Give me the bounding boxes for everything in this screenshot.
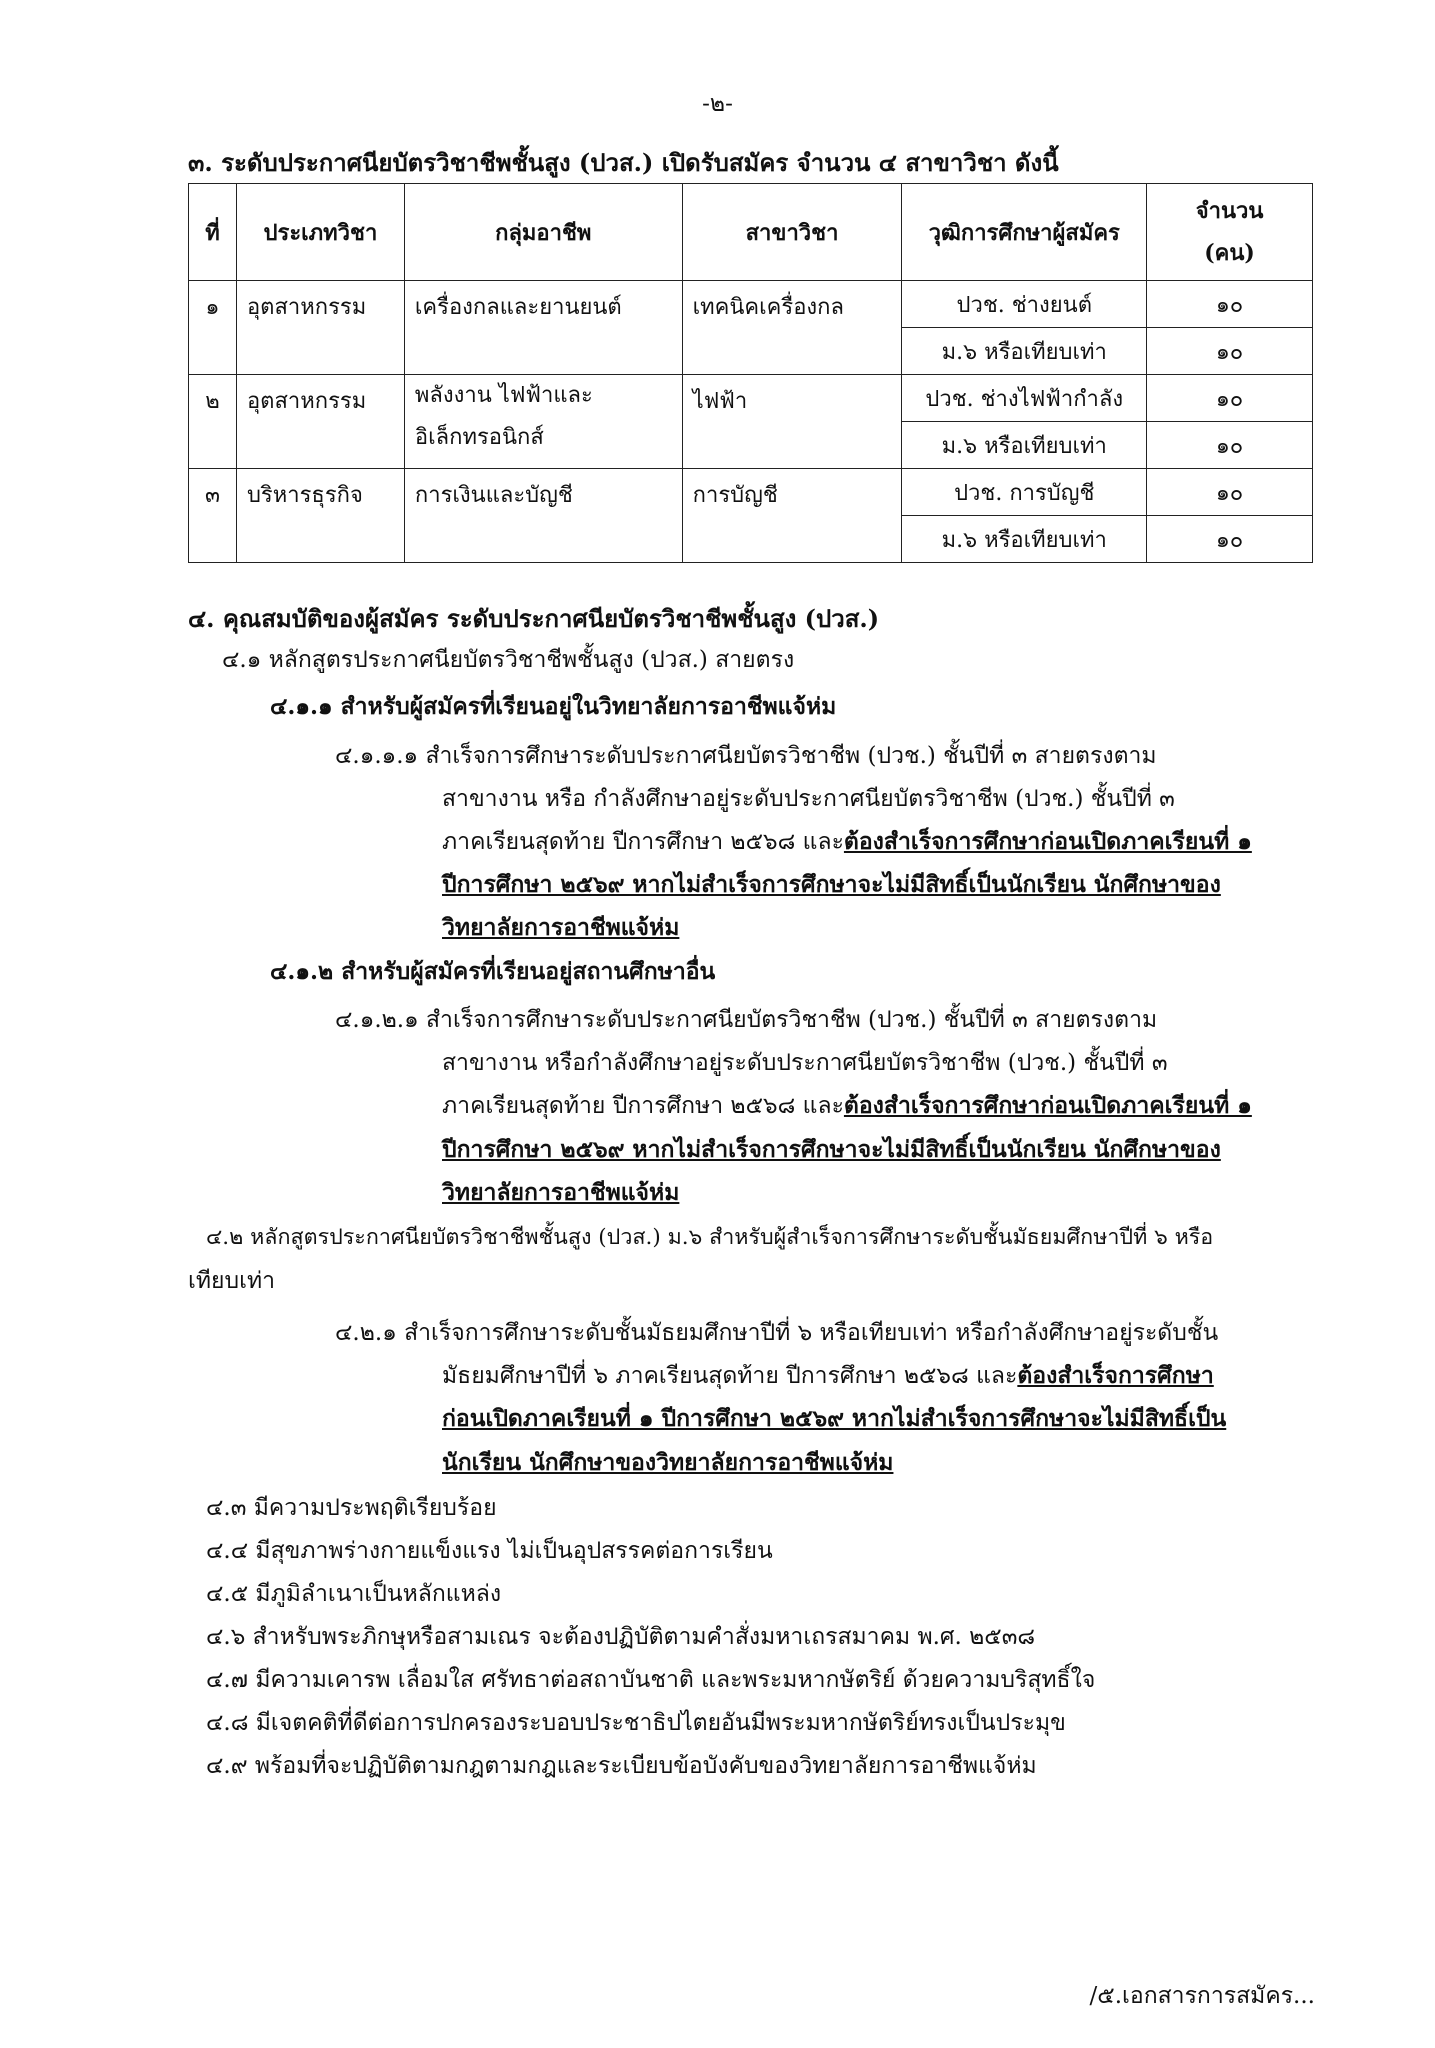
- paragraph-line: มัธยมศึกษาปีที่ ๖ ภาคเรียนสุดท้าย ปีการศึกษา ๒๕๖๘ และต้องสำเร็จการศึกษา: [442, 1362, 1214, 1389]
- page-number: -๒-: [702, 91, 733, 117]
- col-header-qualification: วุฒิการศึกษาผู้สมัคร: [902, 184, 1147, 281]
- list-item: ๔.๗ มีความเคารพ เลื่อมใส ศรัทธาต่อสถาบันชาติ และพระมหากษัตริย์ ด้วยความบริสุทธิ์ใจ: [206, 1667, 1096, 1693]
- table-row: [189, 375, 1313, 422]
- continuation-footer: /๕.เอกสารการสมัคร...: [1089, 1983, 1315, 2009]
- row-count: ๑๐: [1147, 516, 1313, 563]
- row-group: พลังงาน ไฟฟ้าและ อิเล็กทรอนิกส์: [404, 375, 682, 469]
- col-header-no: ที่: [189, 184, 237, 281]
- row-no: ๒: [189, 375, 237, 469]
- table-row: [189, 281, 1313, 328]
- table-header-row: [189, 184, 1313, 281]
- emphasis-line: ปีการศึกษา ๒๕๖๙ หากไม่สำเร็จการศึกษาจะไม่มีสิทธิ์เป็นนักเรียน นักศึกษาของ: [442, 871, 1221, 898]
- section3-heading: ๓. ระดับประกาศนียบัตรวิชาชีพชั้นสูง (ปวส.) เปิดรับสมัคร จำนวน ๔ สาขาวิชา ดังนี้: [188, 148, 1059, 177]
- emphasis-line: ก่อนเปิดภาคเรียนที่ ๑ ปีการศึกษา ๒๕๖๙ หากไม่สำเร็จการศึกษาจะไม่มีสิทธิ์เป็น: [442, 1405, 1227, 1432]
- emphasis-line: ปีการศึกษา ๒๕๖๙ หากไม่สำเร็จการศึกษาจะไม่มีสิทธิ์เป็นนักเรียน นักศึกษาของ: [442, 1136, 1221, 1163]
- program-table: [188, 183, 1313, 563]
- paragraph-line: ๔.๒.๑ สำเร็จการศึกษาระดับชั้นมัธยมศึกษาปีที่ ๖ หรือเทียบเท่า หรือกำลังศึกษาอยู่ระดับชั้น: [335, 1320, 1219, 1346]
- col-header-major: สาขาวิชา: [682, 184, 902, 281]
- section4-heading: ๔. คุณสมบัติของผู้สมัคร ระดับประกาศนียบัตรวิชาชีพชั้นสูง (ปวส.): [188, 604, 880, 633]
- row-count: ๑๐: [1147, 422, 1313, 469]
- section-4-2: ๔.๒ หลักสูตรประกาศนียบัตรวิชาชีพชั้นสูง (ปวส.) ม.๖ สำหรับผู้สำเร็จการศึกษาระดับชั้นมัธยมศึกษาปีที่ ๖ หรือ: [206, 1225, 1214, 1250]
- emphasis-text: ต้องสำเร็จการศึกษาก่อนเปิดภาคเรียนที่ ๑: [843, 828, 1252, 855]
- row-major: เทคนิคเครื่องกล: [682, 281, 902, 375]
- row-qualification: ปวช. การบัญชี: [902, 469, 1147, 516]
- row-qualification: ม.๖ หรือเทียบเท่า: [902, 422, 1147, 469]
- row-type: อุตสาหกรรม: [236, 375, 404, 469]
- row-count: ๑๐: [1147, 469, 1313, 516]
- section-4-1-2: ๔.๑.๒ สำหรับผู้สมัครที่เรียนอยู่สถานศึกษาอื่น: [270, 958, 716, 985]
- paragraph-line: ๔.๑.๒.๑ สำเร็จการศึกษาระดับประกาศนียบัตรวิชาชีพ (ปวช.) ชั้นปีที่ ๓ สายตรงตาม: [335, 1007, 1158, 1033]
- row-qualification: ม.๖ หรือเทียบเท่า: [902, 328, 1147, 375]
- list-item: ๔.๖ สำหรับพระภิกษุหรือสามเณร จะต้องปฏิบัติตามคำสั่งมหาเถรสมาคม พ.ศ. ๒๕๓๘: [206, 1624, 1036, 1650]
- list-item: ๔.๓ มีความประพฤติเรียบร้อย: [206, 1495, 497, 1521]
- paragraph-line: สาขางาน หรือกำลังศึกษาอยู่ระดับประกาศนียบัตรวิชาชีพ (ปวช.) ชั้นปีที่ ๓: [442, 1050, 1168, 1076]
- list-item: ๔.๔ มีสุขภาพร่างกายแข็งแรง ไม่เป็นอุปสรรคต่อการเรียน: [206, 1538, 773, 1564]
- col-header-type: ประเภทวิชา: [236, 184, 404, 281]
- row-no: ๑: [189, 281, 237, 375]
- col-header-count: จำนวน (คน): [1147, 184, 1313, 281]
- row-group: เครื่องกลและยานยนต์: [404, 281, 682, 375]
- paragraph-line: ๔.๑.๑.๑ สำเร็จการศึกษาระดับประกาศนียบัตรวิชาชีพ (ปวช.) ชั้นปีที่ ๓ สายตรงตาม: [335, 743, 1157, 769]
- section-4-1: ๔.๑ หลักสูตรประกาศนียบัตรวิชาชีพชั้นสูง (ปวส.) สายตรง: [222, 647, 795, 673]
- row-qualification: ม.๖ หรือเทียบเท่า: [902, 516, 1147, 563]
- paragraph-line: ภาคเรียนสุดท้าย ปีการศึกษา ๒๕๖๘ และต้องสำเร็จการศึกษาก่อนเปิดภาคเรียนที่ ๑: [442, 1092, 1252, 1119]
- paragraph-line: ภาคเรียนสุดท้าย ปีการศึกษา ๒๕๖๘ และต้องสำเร็จการศึกษาก่อนเปิดภาคเรียนที่ ๑: [442, 828, 1252, 855]
- row-major: การบัญชี: [682, 469, 902, 563]
- row-qualification: ปวช. ช่างไฟฟ้ากำลัง: [902, 375, 1147, 422]
- list-item: ๔.๘ มีเจตคติที่ดีต่อการปกครองระบอบประชาธิปไตยอันมีพระมหากษัตริย์ทรงเป็นประมุข: [206, 1710, 1066, 1736]
- row-count: ๑๐: [1147, 375, 1313, 422]
- emphasis-line: วิทยาลัยการอาชีพแจ้ห่ม: [442, 1179, 680, 1206]
- row-type: บริหารธุรกิจ: [236, 469, 404, 563]
- list-item: ๔.๙ พร้อมที่จะปฏิบัติตามกฎตามกฎและระเบียบข้อบังคับของวิทยาลัยการอาชีพแจ้ห่ม: [206, 1753, 1037, 1779]
- row-group: การเงินและบัญชี: [404, 469, 682, 563]
- paragraph-line: สาขางาน หรือ กำลังศึกษาอยู่ระดับประกาศนียบัตรวิชาชีพ (ปวช.) ชั้นปีที่ ๓: [442, 786, 1175, 812]
- emphasis-line: วิทยาลัยการอาชีพแจ้ห่ม: [442, 914, 680, 941]
- emphasis-text: ต้องสำเร็จการศึกษา: [1017, 1362, 1214, 1389]
- emphasis-text: ต้องสำเร็จการศึกษาก่อนเปิดภาคเรียนที่ ๑: [843, 1092, 1252, 1119]
- row-qualification: ปวช. ช่างยนต์: [902, 281, 1147, 328]
- section-4-1-1: ๔.๑.๑ สำหรับผู้สมัครที่เรียนอยู่ในวิทยาลัยการอาชีพแจ้ห่ม: [270, 693, 837, 720]
- row-no: ๓: [189, 469, 237, 563]
- row-major: ไฟฟ้า: [682, 375, 902, 469]
- table-row: [189, 469, 1313, 516]
- row-type: อุตสาหกรรม: [236, 281, 404, 375]
- section-4-2-cont: เทียบเท่า: [188, 1268, 276, 1294]
- row-count: ๑๐: [1147, 281, 1313, 328]
- emphasis-line: นักเรียน นักศึกษาของวิทยาลัยการอาชีพแจ้ห่ม: [442, 1449, 894, 1476]
- row-count: ๑๐: [1147, 328, 1313, 375]
- list-item: ๔.๕ มีภูมิลำเนาเป็นหลักแหล่ง: [206, 1581, 502, 1607]
- col-header-group: กลุ่มอาชีพ: [404, 184, 682, 281]
